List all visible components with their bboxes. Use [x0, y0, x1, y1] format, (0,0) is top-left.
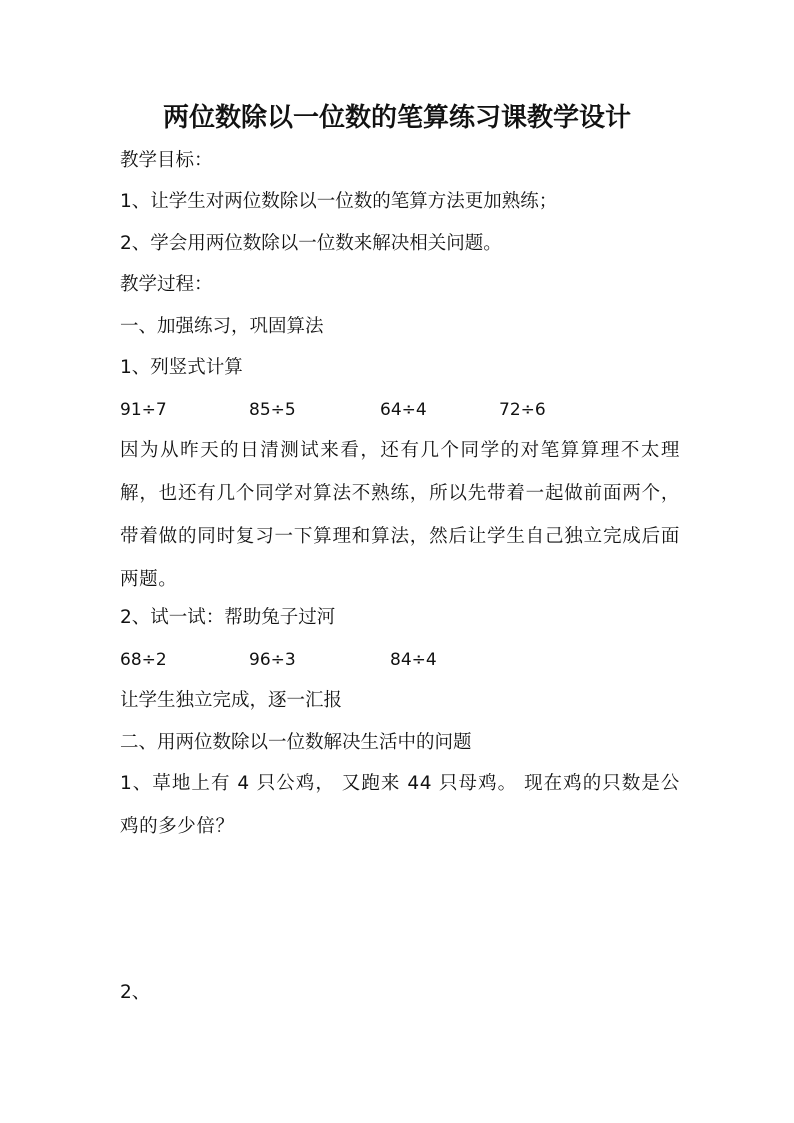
exercise-item: 85÷5: [249, 400, 296, 420]
section-1-heading: 一、加强练习，巩固算法: [120, 316, 324, 337]
process-heading: 教学过程：: [120, 274, 213, 295]
exercise-item: 64÷4: [380, 400, 427, 420]
exercise-item: 91÷7: [120, 400, 167, 420]
section-1-item-1: 1、列竖式计算: [120, 357, 243, 378]
exercise-item: 72÷6: [499, 400, 546, 420]
problem-1: 1、草地上有 4 只公鸡， 又跑来 44 只母鸡。 现在鸡的只数是公鸡的多少倍？: [120, 773, 680, 837]
exercise-item: 96÷3: [249, 650, 296, 670]
objective-2: 2、学会用两位数除以一位数来解决相关问题。: [120, 233, 502, 254]
exercise-item: 68÷2: [120, 650, 167, 670]
objectives-heading: 教学目标：: [120, 150, 213, 171]
section-2-heading: 二、用两位数除以一位数解决生活中的问题: [120, 732, 472, 753]
objective-1: 1、让学生对两位数除以一位数的笔算方法更加熟练；: [120, 191, 558, 212]
document-title: 两位数除以一位数的笔算练习课教学设计: [162, 103, 631, 133]
section-1-item-2: 2、试一试：帮助兔子过河: [120, 607, 336, 628]
problem-2: 2、: [120, 982, 151, 1003]
note-2: 让学生独立完成，逐一汇报: [120, 690, 343, 711]
explanation-paragraph: 因为从昨天的日清测试来看，还有几个同学的对笔算算理不太理解，也还有几个同学对算法不熟练，所以先带着一起做前面两个，带着做的同时复习一下算理和算法，然后让学生自己独立完成后面两题。: [120, 440, 680, 590]
exercise-item: 84÷4: [390, 650, 437, 670]
